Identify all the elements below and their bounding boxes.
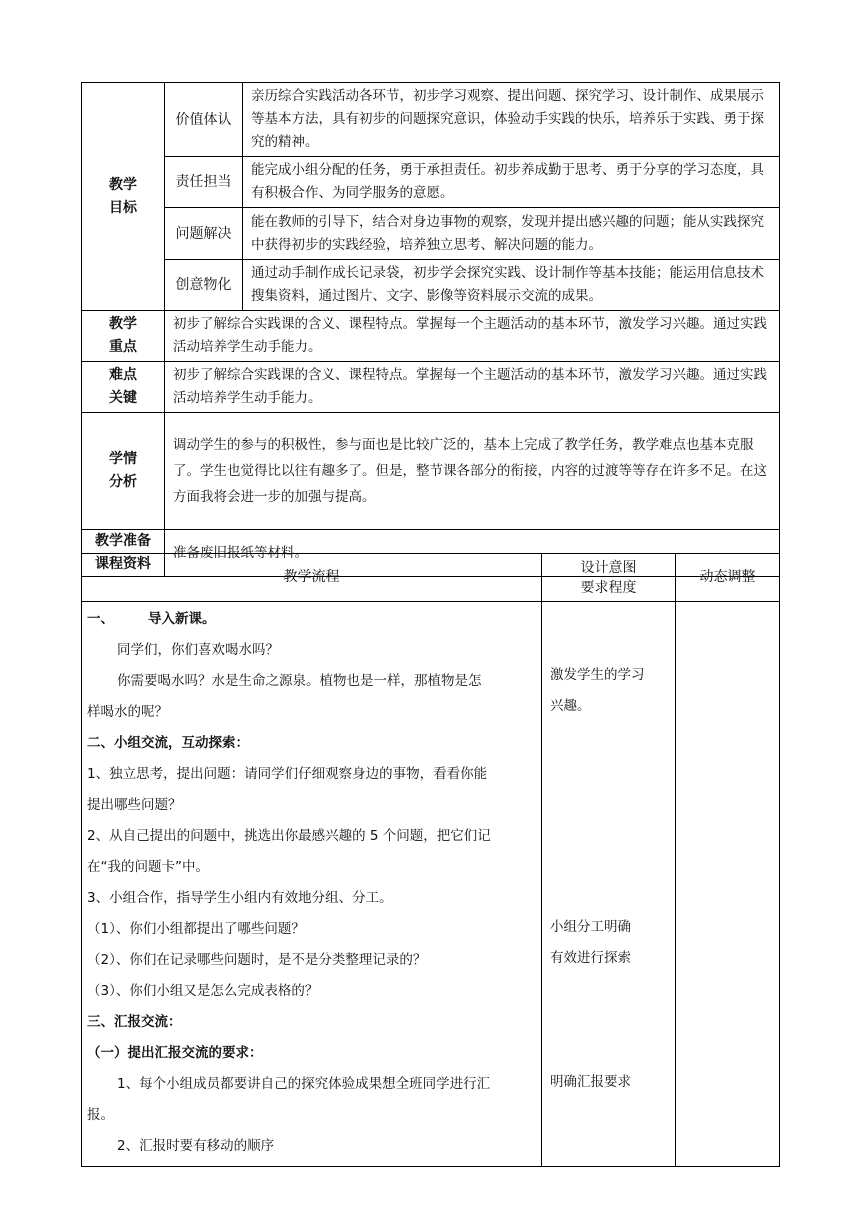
objective-text: 通过动手制作成长记录袋，初步学会探究实践、设计制作等基本技能；能运用信息技术搜集资料，通过图片、文字、影像等资料展示交流的成果。: [243, 260, 780, 311]
flow-content: [82, 602, 542, 1167]
flow-line: 提出哪些问题？: [87, 797, 182, 813]
adjust-header: 动态调整: [676, 554, 780, 602]
objective-text: 能在教师的引导下，结合对身边事物的观察，发现并提出感兴趣的问题；能从实践探究中获得初步的实践经验，培养独立思考、解决问题的能力。: [243, 208, 780, 260]
flow-line: （1）、你们小组都提出了哪些问题？: [87, 921, 305, 937]
flow-line: 2、汇报时要有移动的顺序: [117, 1138, 275, 1154]
flow-line: 样喝水的呢？: [87, 704, 168, 720]
objective-label: 价值体认: [165, 83, 243, 157]
difficulties-text: 初步了解综合实践课的含义、课程特点。掌握每一个主题活动的基本环节，激发学习兴趣。通过实践活动培养学生动手能力。: [165, 362, 780, 413]
section-report: 三、汇报交流：: [87, 1014, 182, 1030]
section-intro: 一、 导入新课。: [87, 611, 216, 627]
flow-line: 3、小组合作，指导学生小组内有效地分组、分工。: [87, 890, 393, 906]
key-points-text: 初步了解综合实践课的含义、课程特点。掌握每一个主题活动的基本环节，激发学习兴趣。通过实践活动培养学生动手能力。: [165, 311, 780, 362]
objective-row: [82, 83, 780, 157]
analysis-label: 学情 分析: [82, 413, 165, 530]
objective-row: [82, 208, 780, 260]
flow-line: 报。: [87, 1107, 114, 1123]
difficulties-label: 难点 关键: [82, 362, 165, 413]
flow-body-row: [82, 602, 780, 1167]
flow-line: 1、每个小组成员都要讲自己的探究体验成果想全班同学进行汇: [117, 1076, 491, 1092]
objective-label: 创意物化: [165, 260, 243, 311]
key-points-row: [82, 311, 780, 362]
intent-block-grouping: 小组分工明确 有效进行探索: [550, 919, 631, 966]
objective-text: 亲历综合实践活动各环节，初步学习观察、提出问题、探究学习、设计制作、成果展示等基本方法，具有初步的问题探究意识，体验动手实践的快乐，培养乐于实践、勇于探究的精神。: [243, 83, 780, 157]
flow-line: 2、从自己提出的问题中，挑选出你最感兴趣的 5 个问题，把它们记: [87, 828, 491, 844]
flow-header-row: [82, 554, 780, 602]
objectives-label: 教学 目标: [82, 83, 165, 311]
intent-header: 设计意图 要求程度: [542, 554, 676, 602]
objective-row: [82, 260, 780, 311]
preparation-text: 准备废旧报纸等材料。: [165, 530, 780, 577]
analysis-text: 调动学生的参与的积极性，参与面也是比较广泛的，基本上完成了教学任务，教学难点也基本克服了。学生也觉得比以往有趣多了。但是，整节课各部分的衔接，内容的过渡等等存在许多不足。在这方面我将会进一步的加强与提高。: [165, 413, 780, 530]
objective-label: 责任担当: [165, 157, 243, 208]
analysis-row: [82, 413, 780, 530]
flow-line: （3）、你们小组又是怎么完成表格的？: [87, 983, 319, 999]
adjust-content: [676, 602, 780, 1167]
objective-label: 问题解决: [165, 208, 243, 260]
subsection-requirements: （一）提出汇报交流的要求：: [87, 1045, 263, 1061]
process-header: 教学流程: [82, 554, 542, 602]
difficulties-row: [82, 362, 780, 413]
section-discussion: 二、小组交流，互动探索：: [87, 735, 249, 751]
intent-block-report: 明确汇报要求: [550, 1074, 631, 1090]
flow-line: 同学们，你们喜欢喝水吗？: [117, 642, 279, 658]
key-points-label: 教学 重点: [82, 311, 165, 362]
flow-line: 在“我的问题卡”中。: [87, 859, 209, 875]
objective-text: 能完成小组分配的任务，勇于承担责任。初步养成勤于思考、勇于分享的学习态度，具有积极合作、为同学服务的意愿。: [243, 157, 780, 208]
objective-row: [82, 157, 780, 208]
teaching-flow-table: [81, 553, 780, 1167]
lesson-info-table: [81, 82, 780, 577]
flow-line: 你需要喝水吗？水是生命之源泉。植物也是一样，那植物是怎: [117, 673, 482, 689]
flow-line: （2）、你们在记录哪些问题时，是不是分类整理记录的？: [87, 952, 427, 968]
flow-line: 1、独立思考，提出问题：请同学们仔细观察身边的事物，看看你能: [87, 766, 488, 782]
preparation-label: 教学准备 课程资料: [82, 530, 165, 577]
intent-block-interest: 激发学生的学习 兴趣。: [550, 667, 645, 714]
intent-content: [542, 602, 676, 1167]
